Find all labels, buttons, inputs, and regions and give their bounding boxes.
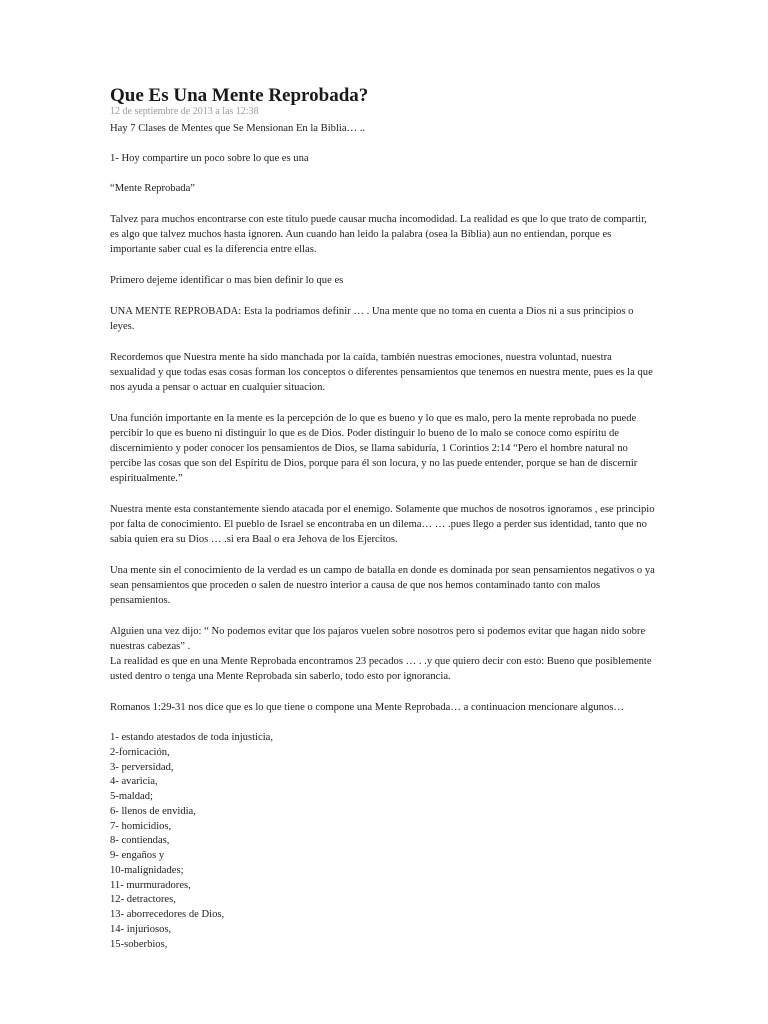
paragraph-12: Romanos 1:29-31 nos dice que es lo que tiene o compone una Mente Reprobada… a continuacion mencionare algunos… (110, 702, 624, 713)
list-item: 4- avaricia, (110, 776, 158, 788)
paragraph-4: Primero dejeme identificar o mas bien definir lo que es (110, 275, 344, 286)
list-item: 13- aborrecedores de Dios, (110, 909, 225, 920)
paragraph-subtitle: “Mente Reprobada” (110, 183, 196, 194)
paragraph-definition: UNA MENTE REPROBADA: Esta la podriamos definir … . Una mente que no toma en cuenta a Dios ni a sus principios o leyes. (110, 306, 634, 332)
article (110, 86, 658, 952)
list-item: 6- llenos de envidia, (110, 805, 196, 817)
list-item: 11- murmuradores, (110, 879, 191, 891)
list-item: 12- detractores, (110, 894, 176, 906)
list-item: 9- engaños y (110, 850, 165, 861)
list-item: 15-soberbios, (110, 938, 168, 950)
paragraph-intro: Hay 7 Clases de Mentes que Se Mensionan En la Biblia… .. (110, 123, 366, 134)
list-item: 2-fornicación, (110, 746, 170, 758)
list-item: 1- estando atestados de toda injusticia, (110, 732, 273, 743)
paragraph-7: Una función importante en la mente es la percepción de lo que es bueno y lo que es malo, pero la mente reprobada no puede percibir lo que es bueno ni distinguir lo que es de Dios. Poder distinguir lo bueno de lo malo se conoce como espíritu de discernimiento y poder conocer los pensamientos de Dios, se llama sabiduría, 1 Corintios 2:14 “Pero el hombre natural no percibe las cosas que son del Espíritu de Dios, porque para él son locura, y no las puede entender, porque se han de discernir espiritualmente.” (110, 413, 638, 484)
list-item: 3- perversidad, (110, 761, 174, 773)
article-title: Que Es Una Mente Reprobada? (110, 85, 369, 106)
paragraph-1: 1- Hoy compartire un poco sobre lo que es una (110, 153, 309, 164)
list-item: 10-malignidades; (110, 864, 184, 876)
sin-list (110, 731, 658, 952)
list-item: 7- homicidios, (110, 820, 172, 832)
paragraph-quote: Alguien una vez dijo: “ No podemos evitar que los pajaros vuelen sobre nosotros pero si podemos evitar que hagan nido sobre nuestras cabezas” . (110, 626, 646, 652)
article-date: 12 de septiembre de 2013 a las 12:38 (110, 106, 259, 117)
paragraph-6: Recordemos que Nuestra mente ha sido manchada por la caída, también nuestras emociones, nuestra voluntad, nuestra sexualidad y que todas esas cosas forman los conceptos o diferentes pensamientos que tenemos en nuestra mente, pues es la que nos ayuda a pensar o actuar en cualquier situacion. (110, 352, 653, 393)
paragraph-11: La realidad es que en una Mente Reprobada encontramos 23 pecados … . .y que quiero decir con esto: Bueno que posiblemente usted dentro o tenga una Mente Reprobada sin saberlo, todo esto por ignorancia. (110, 656, 652, 682)
paragraph-3: Talvez para muchos encontrarse con este titulo puede causar mucha incomodidad. La realidad es que lo que trato de compartir, es algo que talvez muchos hasta ignoren. Aun cuando han leido la palabra (osea la Biblia) aun no entiendan, porque es importante saber cual es la diferencia entre ellas. (110, 214, 647, 255)
list-item: 8- contiendas, (110, 835, 170, 847)
paragraph-8: Nuestra mente esta constantemente siendo atacada por el enemigo. Solamente que muchos de nosotros ignoramos , ese principio por falta de conocimiento. El pueblo de Israel se encontraba en un dilema… … .pues llego a perder sus identidad, tanto que no sabia quien era su Dios … .si era Baal o era Jehova de los Ejercitos. (110, 504, 655, 545)
paragraph-9: Una mente sin el conocimiento de la verdad es un campo de batalla en donde es dominada por sean pensamientos negativos o ya sean pensamientos que proceden o salen de nuestro interior a causa de que nos hemos contaminado tanto con malos pensamientos. (110, 565, 655, 606)
list-item: 14- injuriosos, (110, 923, 172, 935)
list-item: 5-maldad; (110, 791, 153, 802)
